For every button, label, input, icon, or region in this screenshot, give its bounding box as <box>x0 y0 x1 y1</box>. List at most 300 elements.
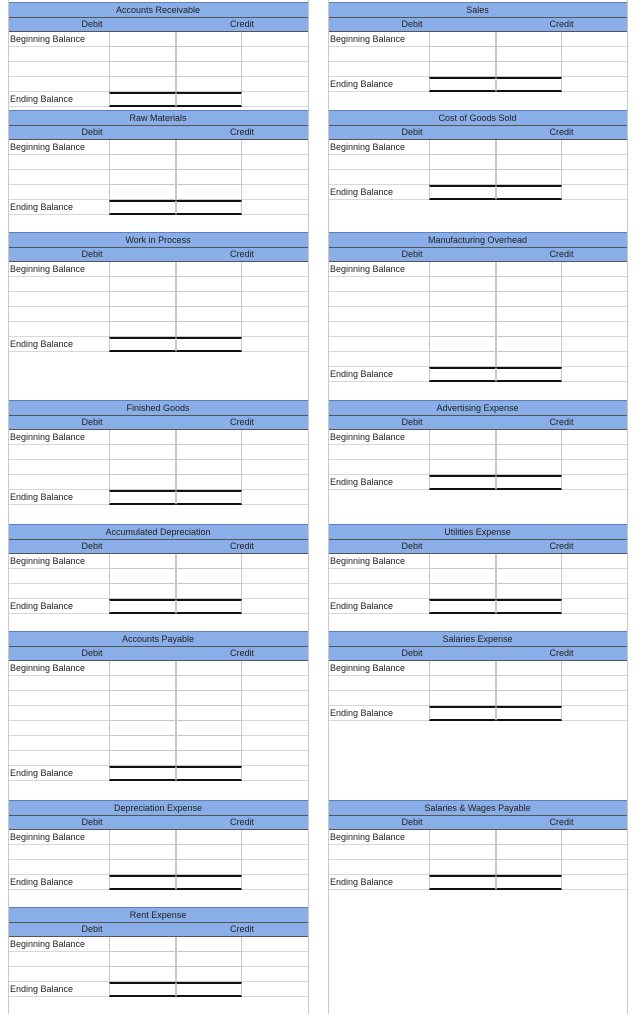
debit-cell[interactable] <box>429 475 496 490</box>
grid-line <box>328 0 329 1014</box>
entry-row <box>328 676 627 691</box>
debit-header: Debit <box>81 249 103 259</box>
entry-row <box>328 569 627 584</box>
debit-cell[interactable] <box>109 721 176 736</box>
credit-cell[interactable] <box>176 185 242 200</box>
credit-cell[interactable] <box>176 706 242 721</box>
credit-cell[interactable] <box>176 460 242 475</box>
credit-cell[interactable] <box>496 676 562 691</box>
beginning-balance-label: Beginning Balance <box>10 142 86 152</box>
credit-cell[interactable] <box>176 277 242 292</box>
ending-balance-label: Ending Balance <box>330 877 394 887</box>
debit-cell[interactable] <box>429 185 496 200</box>
entry-row <box>8 721 308 736</box>
credit-cell[interactable] <box>176 967 242 982</box>
credit-header: Credit <box>229 417 254 427</box>
beginning-balance-row <box>328 830 627 845</box>
debit-cell[interactable] <box>429 352 496 367</box>
account-title: Utilities Expense <box>328 524 627 539</box>
debit-cell[interactable] <box>429 830 496 845</box>
entry-row <box>8 475 308 490</box>
beginning-balance-row <box>8 140 308 155</box>
credit-cell[interactable] <box>176 661 242 676</box>
entry-row <box>8 751 308 766</box>
credit-cell[interactable] <box>176 475 242 490</box>
debit-header: Debit <box>401 249 423 259</box>
debit-header: Debit <box>401 541 423 551</box>
credit-cell[interactable] <box>176 140 242 155</box>
credit-cell[interactable] <box>176 292 242 307</box>
debit-cell[interactable] <box>429 62 496 77</box>
beginning-balance-label: Beginning Balance <box>10 556 86 566</box>
beginning-balance-row <box>8 937 308 952</box>
account-title: Sales <box>328 2 627 17</box>
account-title: Accounts Receivable <box>8 2 308 17</box>
ending-balance-row <box>328 875 627 890</box>
account-header <box>328 125 627 140</box>
ending-balance-label: Ending Balance <box>10 202 74 212</box>
grid-line <box>308 0 309 1014</box>
debit-cell[interactable] <box>109 554 176 569</box>
ending-balance-row <box>328 367 627 382</box>
credit-cell[interactable] <box>496 77 562 92</box>
beginning-balance-label: Beginning Balance <box>10 939 86 949</box>
debit-header: Debit <box>401 817 423 827</box>
credit-header: Credit <box>549 817 574 827</box>
credit-cell[interactable] <box>176 490 242 505</box>
credit-cell[interactable] <box>176 155 242 170</box>
debit-cell[interactable] <box>429 292 496 307</box>
credit-cell[interactable] <box>176 830 242 845</box>
debit-header: Debit <box>401 127 423 137</box>
credit-cell[interactable] <box>176 736 242 751</box>
credit-cell[interactable] <box>176 599 242 614</box>
credit-cell[interactable] <box>496 47 562 62</box>
credit-cell[interactable] <box>496 554 562 569</box>
account-header <box>8 539 308 554</box>
entry-row <box>8 185 308 200</box>
debit-cell[interactable] <box>109 661 176 676</box>
credit-cell[interactable] <box>496 445 562 460</box>
debit-header: Debit <box>401 417 423 427</box>
credit-cell[interactable] <box>176 766 242 781</box>
debit-cell[interactable] <box>429 554 496 569</box>
debit-header: Debit <box>81 817 103 827</box>
debit-cell[interactable] <box>109 676 176 691</box>
ending-balance-label: Ending Balance <box>10 94 74 104</box>
debit-cell[interactable] <box>109 200 176 215</box>
entry-row <box>8 155 308 170</box>
beginning-balance-row <box>328 262 627 277</box>
credit-header: Credit <box>229 249 254 259</box>
credit-cell[interactable] <box>176 170 242 185</box>
debit-cell[interactable] <box>429 77 496 92</box>
credit-cell[interactable] <box>496 875 562 890</box>
entry-row <box>8 460 308 475</box>
ending-balance-row <box>8 200 308 215</box>
entry-row <box>328 584 627 599</box>
entry-row <box>8 445 308 460</box>
ending-balance-label: Ending Balance <box>10 768 74 778</box>
credit-cell[interactable] <box>496 62 562 77</box>
credit-header: Credit <box>549 19 574 29</box>
debit-cell[interactable] <box>109 490 176 505</box>
credit-cell[interactable] <box>176 554 242 569</box>
entry-row <box>8 706 308 721</box>
credit-cell[interactable] <box>176 875 242 890</box>
entry-row <box>8 691 308 706</box>
credit-cell[interactable] <box>496 430 562 445</box>
credit-cell[interactable] <box>496 32 562 47</box>
entry-row <box>328 155 627 170</box>
beginning-balance-label: Beginning Balance <box>330 432 406 442</box>
entry-row <box>328 691 627 706</box>
debit-cell[interactable] <box>429 307 496 322</box>
beginning-balance-label: Beginning Balance <box>330 663 406 673</box>
debit-cell[interactable] <box>109 62 176 77</box>
beginning-balance-row <box>328 554 627 569</box>
debit-cell[interactable] <box>429 599 496 614</box>
debit-cell[interactable] <box>429 445 496 460</box>
credit-cell[interactable] <box>176 307 242 322</box>
ending-balance-row <box>8 982 308 997</box>
entry-row <box>328 352 627 367</box>
credit-cell[interactable] <box>496 475 562 490</box>
entry-row <box>328 62 627 77</box>
credit-cell[interactable] <box>176 32 242 47</box>
debit-cell[interactable] <box>429 691 496 706</box>
credit-cell[interactable] <box>496 860 562 875</box>
debit-cell[interactable] <box>109 875 176 890</box>
credit-cell[interactable] <box>496 845 562 860</box>
account-title: Advertising Expense <box>328 400 627 415</box>
credit-cell[interactable] <box>176 322 242 337</box>
ending-balance-row <box>328 706 627 721</box>
ending-balance-row <box>328 599 627 614</box>
beginning-balance-row <box>328 430 627 445</box>
credit-cell[interactable] <box>176 845 242 860</box>
ending-balance-label: Ending Balance <box>330 601 394 611</box>
debit-cell[interactable] <box>429 32 496 47</box>
account-header <box>8 247 308 262</box>
account-header <box>328 815 627 830</box>
debit-cell[interactable] <box>429 322 496 337</box>
entry-row <box>328 307 627 322</box>
debit-cell[interactable] <box>109 830 176 845</box>
debit-cell[interactable] <box>429 277 496 292</box>
entry-row <box>8 676 308 691</box>
credit-header: Credit <box>549 417 574 427</box>
ending-balance-label: Ending Balance <box>330 187 394 197</box>
debit-cell[interactable] <box>109 92 176 107</box>
beginning-balance-label: Beginning Balance <box>10 34 86 44</box>
account-title: Raw Materials <box>8 110 308 125</box>
ending-balance-row <box>8 490 308 505</box>
entry-row <box>8 322 308 337</box>
debit-cell[interactable] <box>109 845 176 860</box>
debit-cell[interactable] <box>429 367 496 382</box>
credit-cell[interactable] <box>496 337 562 352</box>
ending-balance-label: Ending Balance <box>330 79 394 89</box>
credit-cell[interactable] <box>176 569 242 584</box>
debit-cell[interactable] <box>429 569 496 584</box>
entry-row <box>8 952 308 967</box>
entry-row <box>8 47 308 62</box>
beginning-balance-label: Beginning Balance <box>330 142 406 152</box>
credit-cell[interactable] <box>496 691 562 706</box>
credit-cell[interactable] <box>496 277 562 292</box>
beginning-balance-row <box>328 661 627 676</box>
credit-cell[interactable] <box>496 367 562 382</box>
credit-cell[interactable] <box>176 337 242 352</box>
credit-cell[interactable] <box>496 307 562 322</box>
credit-cell[interactable] <box>496 661 562 676</box>
debit-cell[interactable] <box>109 766 176 781</box>
credit-cell[interactable] <box>176 77 242 92</box>
beginning-balance-row <box>8 32 308 47</box>
beginning-balance-label: Beginning Balance <box>330 556 406 566</box>
ending-balance-row <box>328 77 627 92</box>
ending-balance-row <box>8 337 308 352</box>
credit-cell[interactable] <box>496 155 562 170</box>
account-title: Salaries Expense <box>328 631 627 646</box>
debit-cell[interactable] <box>109 322 176 337</box>
debit-cell[interactable] <box>109 584 176 599</box>
entry-row <box>328 337 627 352</box>
beginning-balance-label: Beginning Balance <box>10 264 86 274</box>
debit-cell[interactable] <box>109 77 176 92</box>
entry-row <box>8 277 308 292</box>
debit-cell[interactable] <box>109 736 176 751</box>
credit-cell[interactable] <box>496 140 562 155</box>
credit-header: Credit <box>229 127 254 137</box>
debit-cell[interactable] <box>429 661 496 676</box>
account-header <box>328 247 627 262</box>
entry-row <box>8 62 308 77</box>
credit-header: Credit <box>229 648 254 658</box>
account-title: Cost of Goods Sold <box>328 110 627 125</box>
debit-cell[interactable] <box>109 337 176 352</box>
debit-cell[interactable] <box>109 691 176 706</box>
account-title: Work in Process <box>8 232 308 247</box>
beginning-balance-row <box>8 830 308 845</box>
entry-row <box>8 170 308 185</box>
debit-cell[interactable] <box>109 170 176 185</box>
debit-cell[interactable] <box>429 140 496 155</box>
entry-row <box>328 47 627 62</box>
credit-cell[interactable] <box>176 751 242 766</box>
credit-header: Credit <box>549 249 574 259</box>
ending-balance-label: Ending Balance <box>330 369 394 379</box>
credit-header: Credit <box>549 127 574 137</box>
ending-balance-row <box>8 599 308 614</box>
credit-cell[interactable] <box>176 47 242 62</box>
credit-cell[interactable] <box>176 982 242 997</box>
debit-cell[interactable] <box>109 307 176 322</box>
credit-cell[interactable] <box>496 584 562 599</box>
debit-cell[interactable] <box>109 967 176 982</box>
ending-balance-row <box>328 185 627 200</box>
credit-cell[interactable] <box>496 262 562 277</box>
account-title: Finished Goods <box>8 400 308 415</box>
ending-balance-row <box>8 766 308 781</box>
debit-header: Debit <box>81 19 103 29</box>
credit-cell[interactable] <box>176 200 242 215</box>
debit-header: Debit <box>81 648 103 658</box>
debit-cell[interactable] <box>429 845 496 860</box>
debit-cell[interactable] <box>109 751 176 766</box>
credit-cell[interactable] <box>176 62 242 77</box>
entry-row <box>8 307 308 322</box>
debit-cell[interactable] <box>109 706 176 721</box>
account-header <box>328 646 627 661</box>
entry-row <box>328 277 627 292</box>
credit-cell[interactable] <box>496 599 562 614</box>
credit-cell[interactable] <box>496 569 562 584</box>
debit-cell[interactable] <box>109 937 176 952</box>
credit-cell[interactable] <box>176 445 242 460</box>
debit-cell[interactable] <box>429 262 496 277</box>
debit-cell[interactable] <box>109 445 176 460</box>
beginning-balance-label: Beginning Balance <box>10 432 86 442</box>
debit-cell[interactable] <box>109 155 176 170</box>
account-header <box>8 415 308 430</box>
beginning-balance-row <box>328 32 627 47</box>
entry-row <box>328 170 627 185</box>
account-header <box>328 17 627 32</box>
credit-header: Credit <box>229 541 254 551</box>
credit-cell[interactable] <box>496 185 562 200</box>
debit-cell[interactable] <box>429 47 496 62</box>
account-header <box>8 17 308 32</box>
account-title: Accumulated Depreciation <box>8 524 308 539</box>
beginning-balance-row <box>8 430 308 445</box>
entry-row <box>328 460 627 475</box>
credit-header: Credit <box>549 541 574 551</box>
debit-cell[interactable] <box>429 584 496 599</box>
debit-header: Debit <box>81 127 103 137</box>
debit-cell[interactable] <box>429 155 496 170</box>
beginning-balance-row <box>8 554 308 569</box>
ending-balance-row <box>328 475 627 490</box>
entry-row <box>328 860 627 875</box>
credit-cell[interactable] <box>176 937 242 952</box>
account-header <box>8 125 308 140</box>
debit-cell[interactable] <box>109 430 176 445</box>
debit-header: Debit <box>81 417 103 427</box>
debit-cell[interactable] <box>429 860 496 875</box>
debit-cell[interactable] <box>429 170 496 185</box>
ending-balance-label: Ending Balance <box>10 601 74 611</box>
debit-cell[interactable] <box>109 32 176 47</box>
entry-row <box>8 292 308 307</box>
account-title: Manufacturing Overhead <box>328 232 627 247</box>
credit-cell[interactable] <box>176 952 242 967</box>
entry-row <box>328 845 627 860</box>
credit-cell[interactable] <box>176 691 242 706</box>
debit-cell[interactable] <box>429 430 496 445</box>
account-header <box>328 539 627 554</box>
debit-cell[interactable] <box>429 875 496 890</box>
entry-row <box>328 322 627 337</box>
debit-cell[interactable] <box>429 337 496 352</box>
debit-cell[interactable] <box>109 599 176 614</box>
entry-row <box>8 569 308 584</box>
debit-cell[interactable] <box>109 292 176 307</box>
debit-cell[interactable] <box>109 185 176 200</box>
account-title: Rent Expense <box>8 907 308 922</box>
account-title: Salaries & Wages Payable <box>328 800 627 815</box>
entry-row <box>8 584 308 599</box>
grid-line <box>627 0 628 1014</box>
debit-cell[interactable] <box>109 952 176 967</box>
credit-cell[interactable] <box>176 262 242 277</box>
credit-cell[interactable] <box>176 430 242 445</box>
account-header <box>8 646 308 661</box>
account-header <box>328 415 627 430</box>
credit-cell[interactable] <box>496 460 562 475</box>
debit-header: Debit <box>81 924 103 934</box>
ending-balance-label: Ending Balance <box>10 877 74 887</box>
entry-row <box>8 967 308 982</box>
ending-balance-row <box>8 92 308 107</box>
credit-cell[interactable] <box>496 170 562 185</box>
debit-cell[interactable] <box>109 277 176 292</box>
debit-cell[interactable] <box>109 475 176 490</box>
credit-cell[interactable] <box>496 292 562 307</box>
ending-balance-label: Ending Balance <box>330 708 394 718</box>
credit-cell[interactable] <box>176 676 242 691</box>
debit-header: Debit <box>81 541 103 551</box>
account-title: Depreciation Expense <box>8 800 308 815</box>
debit-cell[interactable] <box>109 460 176 475</box>
account-title: Accounts Payable <box>8 631 308 646</box>
debit-cell[interactable] <box>109 860 176 875</box>
credit-cell[interactable] <box>496 706 562 721</box>
ending-balance-row <box>8 875 308 890</box>
credit-cell[interactable] <box>176 721 242 736</box>
beginning-balance-label: Beginning Balance <box>330 832 406 842</box>
credit-cell[interactable] <box>496 830 562 845</box>
credit-cell[interactable] <box>176 584 242 599</box>
credit-header: Credit <box>229 817 254 827</box>
entry-row <box>328 445 627 460</box>
debit-cell[interactable] <box>109 569 176 584</box>
ending-balance-label: Ending Balance <box>10 984 74 994</box>
ending-balance-label: Ending Balance <box>330 477 394 487</box>
debit-header: Debit <box>401 19 423 29</box>
entry-row <box>8 845 308 860</box>
credit-cell[interactable] <box>496 352 562 367</box>
debit-cell[interactable] <box>109 47 176 62</box>
account-header <box>8 815 308 830</box>
entry-row <box>8 860 308 875</box>
debit-header: Debit <box>401 648 423 658</box>
credit-cell[interactable] <box>176 860 242 875</box>
beginning-balance-row <box>328 140 627 155</box>
debit-cell[interactable] <box>429 706 496 721</box>
debit-cell[interactable] <box>109 262 176 277</box>
debit-cell[interactable] <box>429 460 496 475</box>
entry-row <box>8 77 308 92</box>
debit-cell[interactable] <box>109 140 176 155</box>
beginning-balance-row <box>8 262 308 277</box>
credit-cell[interactable] <box>496 322 562 337</box>
debit-cell[interactable] <box>109 982 176 997</box>
ending-balance-label: Ending Balance <box>10 339 74 349</box>
credit-cell[interactable] <box>176 92 242 107</box>
debit-cell[interactable] <box>429 676 496 691</box>
